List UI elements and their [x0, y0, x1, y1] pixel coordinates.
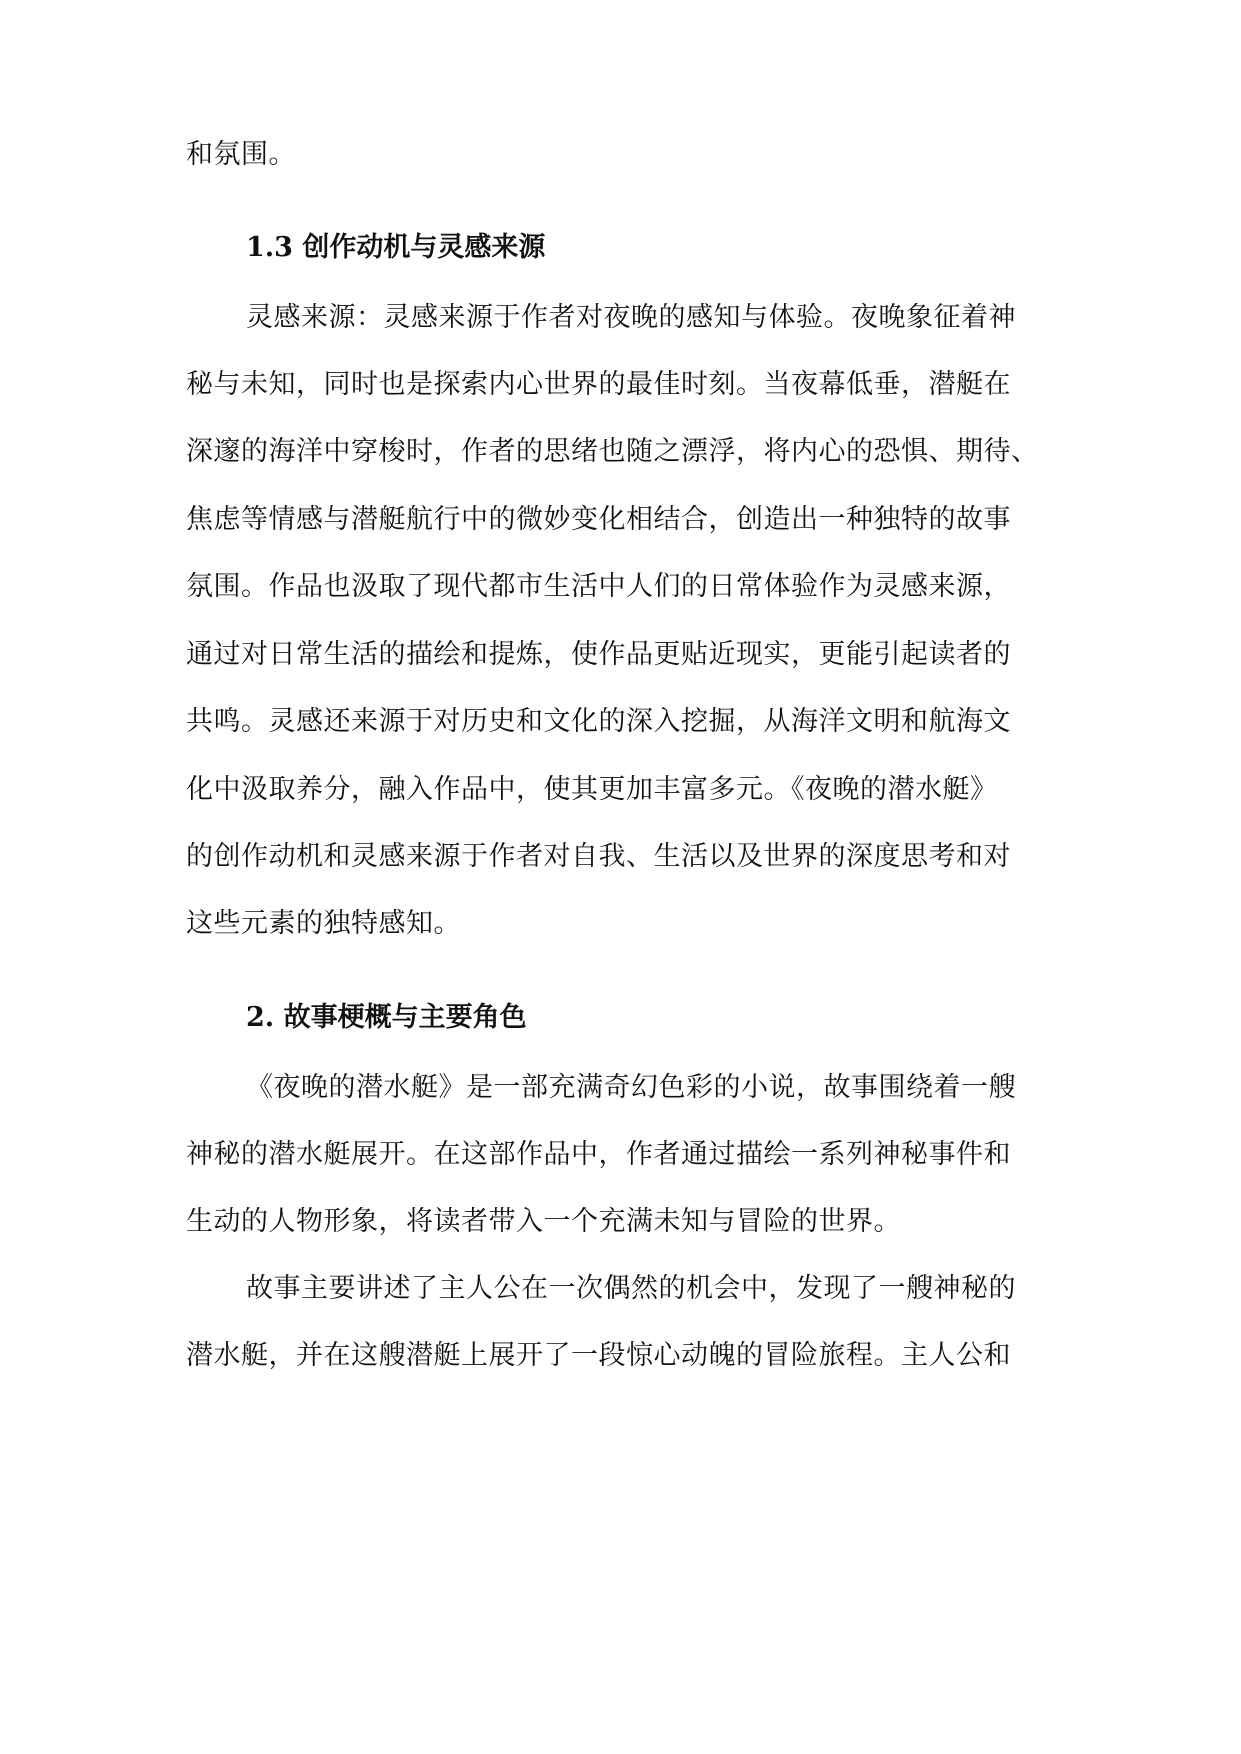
paragraph-line: 生动的人物形象，将读者带入一个充满未知与冒险的世界。 — [186, 1206, 901, 1237]
paragraph-line: 的创作动机和灵感来源于作者对自我、生活以及世界的深度思考和对 — [186, 841, 1011, 872]
paragraph-line: 故事主要讲述了主人公在一次偶然的机会中，发现了一艘神秘的 — [246, 1273, 1016, 1304]
paragraph-line: 《夜晚的潜水艇》是一部充满奇幻色彩的小说，故事围绕着一艘 — [246, 1072, 1016, 1103]
continuation-text: 和氛围。 — [186, 139, 296, 170]
paragraph-line: 深邃的海洋中穿梭时，作者的思绪也随之漂浮，将内心的恐惧、期待、 — [186, 436, 1039, 467]
paragraph-line: 通过对日常生活的描绘和提炼，使作品更贴近现实，更能引起读者的 — [186, 639, 1011, 670]
paragraph-line: 氛围。作品也汲取了现代都市生活中人们的日常体验作为灵感来源， — [186, 571, 1011, 602]
paragraph-line: 共鸣。灵感还来源于对历史和文化的深入挖掘，从海洋文明和航海文 — [186, 706, 1011, 737]
section-heading-2: 2. 故事梗概与主要角色 — [246, 1002, 527, 1033]
paragraph-line: 化中汲取养分，融入作品中，使其更加丰富多元。《夜晚的潜水艇》 — [186, 774, 998, 805]
paragraph-line: 神秘的潜水艇展开。在这部作品中，作者通过描绘一系列神秘事件和 — [186, 1139, 1011, 1170]
paragraph-line: 灵感来源：灵感来源于作者对夜晚的感知与体验。夜晚象征着神 — [246, 302, 1016, 333]
paragraph-line: 这些元素的独特感知。 — [186, 908, 461, 939]
paragraph-line: 焦虑等情感与潜艇航行中的微妙变化相结合，创造出一种独特的故事 — [186, 504, 1011, 535]
section-heading-1-3: 1.3 创作动机与灵感来源 — [246, 232, 546, 263]
paragraph-line: 秘与未知，同时也是探索内心世界的最佳时刻。当夜幕低垂，潜艇在 — [186, 369, 1011, 400]
paragraph-line: 潜水艇，并在这艘潜艇上展开了一段惊心动魄的冒险旅程。主人公和 — [186, 1340, 1011, 1371]
